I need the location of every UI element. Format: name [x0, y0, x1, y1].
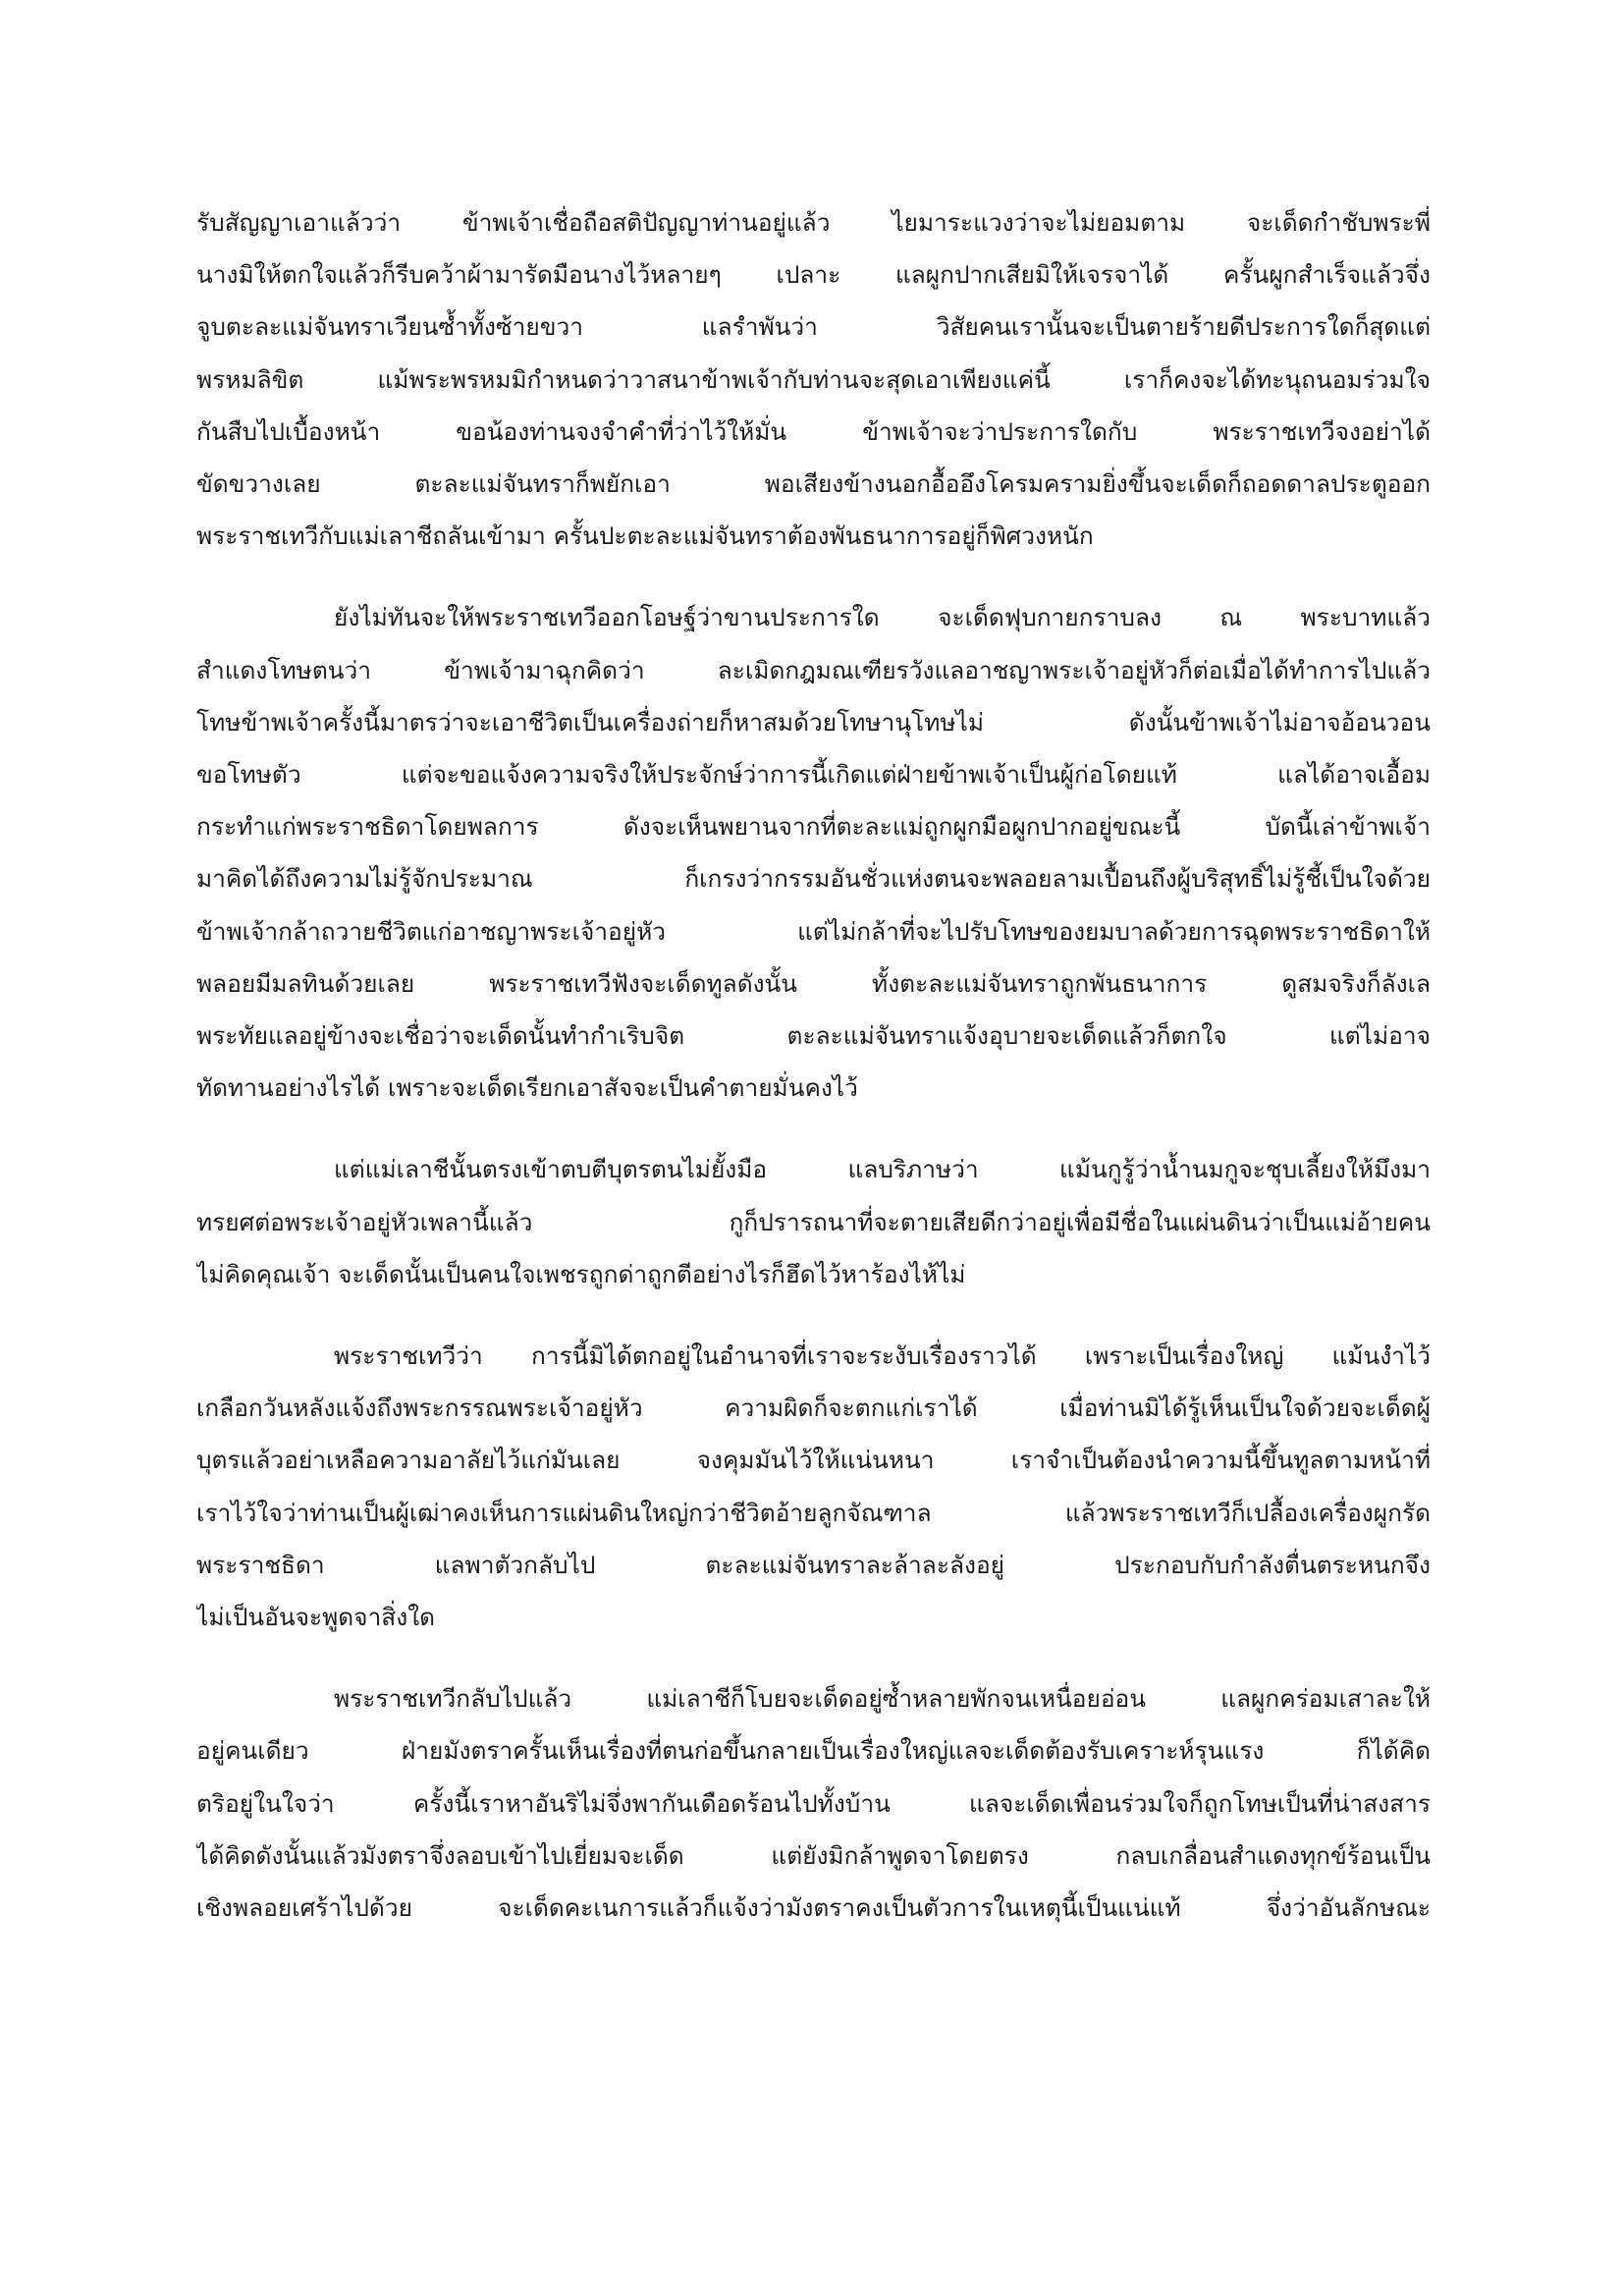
paragraph-2 [196, 591, 1431, 1114]
text-line: เราไว้ใจว่าท่านเป็นผู้เฒ่าคงเห็นการแผ่นดินใหญ่กว่าชีวิตอ้ายลูกจัณฑาล แล้วพระราชเทวีก็เปลื้องเครื่องผูกรัด [196, 1498, 1431, 1527]
text-line: พรหมลิขิต แม้พระพรหมมิกำหนดว่าวาสนาข้าพเจ้ากับท่านจะสุดเอาเพียงแค่นี้ เราก็คงจะได้ทะนุถนอมร่วมใจ [196, 364, 1431, 394]
text-line: กันสืบไปเบื้องหน้า ขอน้องท่านจงจำคำที่ว่าไว้ให้มั่น ข้าพเจ้าจะว่าประการใดกับ พระราชเทวีจงอย่าได้ [196, 416, 1431, 446]
text-line: ทัดทานอย่างไรได้ เพราะจะเด็ดเรียกเอาสัจจะเป็นคำตายมั่นคงไว้ [196, 1073, 858, 1103]
text-line: พลอยมีมลทินด้วยเลย พระราชเทวีฟังจะเด็ดทูลดังนั้น ทั้งตะละแม่จันทราถูกพันธนาการ ดูสมจริงก็ลังเล [196, 968, 1431, 998]
text-line: พระทัยแลอยู่ข้างจะเชื่อว่าจะเด็ดนั้นทำกำเริบจิต ตะละแม่จันทราแจ้งอุบายจะเด็ดแล้วก็ตกใจ แต่ไม่อาจ [196, 1021, 1431, 1051]
text-line: แต่แม่เลาชีนั้นตรงเข้าตบตีบุตรตนไม่ยั้งมือ แลบริภาษว่า แม้นกูรู้ว่าน้ำนมกูจะชุบเลี้ยงให้มึงมา [334, 1155, 1431, 1184]
text-line: บุตรแล้วอย่าเหลือความอาลัยไว้แก่มันเลย จงคุมมันไว้ให้แน่นหนา เราจำเป็นต้องนำความนี้ขึ้นทูลตามหน้าที่ [196, 1446, 1431, 1475]
text-line: ยังไม่ทันจะให้พระราชเทวีออกโอษฐ์ว่าขานประการใด จะเด็ดฟุบกายกราบลง ณ พระบาทแล้ว [334, 603, 1431, 632]
text-line: ทรยศต่อพระเจ้าอยู่หัวเพลานี้แล้ว กูก็ปรารถนาที่จะตายเสียดีกว่าอยู่เพื่อมีชื่อในแผ่นดินว่าเป็นแม่อ้ายคน [196, 1207, 1431, 1236]
text-line: พระราชธิดา แลพาตัวกลับไป ตะละแม่จันทราละล้าละลังอยู่ ประกอบกับกำลังตื่นตระหนกจึง [196, 1550, 1431, 1579]
text-line: พระราชเทวีว่า การนี้มิได้ตกอยู่ในอำนาจที่เราจะระงับเรื่องราวได้ เพราะเป็นเรื่องใหญ่ แม้นงำไว้ [334, 1341, 1431, 1371]
text-line: ขอโทษตัว แต่จะขอแจ้งความจริงให้ประจักษ์ว่าการนี้เกิดแต่ฝ่ายข้าพเจ้าเป็นผู้ก่อโดยแท้ แลได้อาจเอื้อม [196, 760, 1431, 790]
paragraph-5 [196, 1672, 1431, 1934]
paragraph-4 [196, 1330, 1431, 1643]
text-line: กระทำแก่พระราชธิดาโดยพลการ ดังจะเห็นพยานจากที่ตะละแม่ถูกผูกมือผูกปากอยู่ขณะนี้ บัดนี้เล่าข้าพเจ้า [196, 812, 1431, 842]
text-line: ขัดขวางเลย ตะละแม่จันทราก็พยักเอา พอเสียงข้างนอกอื้ออึงโครมครามยิ่งขึ้นจะเด็ดก็ถอดดาลประตูออก [196, 469, 1431, 499]
text-line: ไม่เป็นอันจะพูดจาสิ่งใด [196, 1603, 436, 1632]
text-line: โทษข้าพเจ้าครั้งนี้มาตรว่าจะเอาชีวิตเป็นเครื่องถ่ายก็หาสมด้วยโทษานุโทษไม่ ดังนั้นข้าพเจ้าไม่อาจอ้อนวอน [196, 707, 1431, 737]
text-line: ได้คิดดังนั้นแล้วมังตราจึ่งลอบเข้าไปเยี่ยมจะเด็ด แต่ยังมิกล้าพูดจาโดยตรง กลบเกลื่อนสำแดงทุกข์ร้อนเป็น [196, 1840, 1431, 1870]
text-line: รับสัญญาเอาแล้วว่า ข้าพเจ้าเชื่อถือสติปัญญาท่านอยู่แล้ว ไยมาระแวงว่าจะไม่ยอมตาม จะเด็ดกำชับพระพี่ [196, 208, 1431, 237]
text-line: พระราชเทวีกลับไปแล้ว แม่เลาชีก็โบยจะเด็ดอยู่ซ้ำหลายพักจนเหนื่อยอ่อน แลผูกคร่อมเสาละให้ [334, 1684, 1431, 1714]
text-line: สำแดงโทษตนว่า ข้าพเจ้ามาฉุกคิดว่า ละเมิดกฎมณเฑียรวังแลอาชญาพระเจ้าอยู่หัวก็ต่อเมื่อได้ทำการไปแล้ว [196, 655, 1431, 684]
paragraph-1 [196, 196, 1431, 562]
text-line: พระราชเทวีกับแม่เลาชีถลันเข้ามา ครั้นปะตะละแม่จันทราต้องพันธนาการอยู่ก็พิศวงหนัก [196, 521, 1094, 551]
text-line: เกลือกวันหลังแจ้งถึงพระกรรณพระเจ้าอยู่หัว ความผิดก็จะตกแก่เราได้ เมื่อท่านมิได้รู้เห็นเป็นใจด้วยจะเด็ดผู้ [196, 1394, 1431, 1423]
paragraph-3 [196, 1143, 1431, 1300]
document-body [196, 196, 1431, 1934]
text-line: มาคิดได้ถึงความไม่รู้จักประมาณ ก็เกรงว่ากรรมอันชั่วแห่งตนจะพลอยลามเปื้อนถึงผู้บริสุทธิ์ไม่รู้ชี้เป็นใจด้วย [196, 864, 1431, 894]
text-line: ไม่คิดคุณเจ้า จะเด็ดนั้นเป็นคนใจเพชรถูกด่าถูกตีอย่างไรก็ฮึดไว้หาร้องไห้ไม่ [196, 1259, 966, 1288]
text-line: ตริอยู่ในใจว่า ครั้งนี้เราหาอันริไม่จึ่งพากันเดือดร้อนไปทั้งบ้าน แลจะเด็ดเพื่อนร่วมใจก็ถูกโทษเป็นที่น่าสงสาร [196, 1788, 1431, 1818]
text-line: อยู่คนเดียว ฝ่ายมังตราครั้นเห็นเรื่องที่ตนก่อขึ้นกลายเป็นเรื่องใหญ่แลจะเด็ดต้องรับเคราะห์รุนแรง ก็ได้คิด [196, 1736, 1431, 1766]
text-line: นางมิให้ตกใจแล้วก็รีบคว้าผ้ามารัดมือนางไว้หลายๆ เปลาะ แลผูกปากเสียมิให้เจรจาได้ ครั้นผูกสำเร็จแล้วจึ่ง [196, 260, 1431, 290]
text-line: เชิงพลอยเศร้าไปด้วย จะเด็ดคะเนการแล้วก็แจ้งว่ามังตราคงเป็นตัวการในเหตุนี้เป็นแน่แท้ จึ่งว่าอันลักษณะ [196, 1893, 1431, 1923]
text-line: จูบตะละแม่จันทราเวียนซ้ำทั้งซ้ายขวา แลรำพันว่า วิสัยคนเรานั้นจะเป็นตายร้ายดีประการใดก็สุดแต่ [196, 312, 1431, 342]
text-line: ข้าพเจ้ากล้าถวายชีวิตแก่อาชญาพระเจ้าอยู่หัว แต่ไม่กล้าที่จะไปรับโทษของยมบาลด้วยการฉุดพระราชธิดาให้ [196, 916, 1431, 946]
